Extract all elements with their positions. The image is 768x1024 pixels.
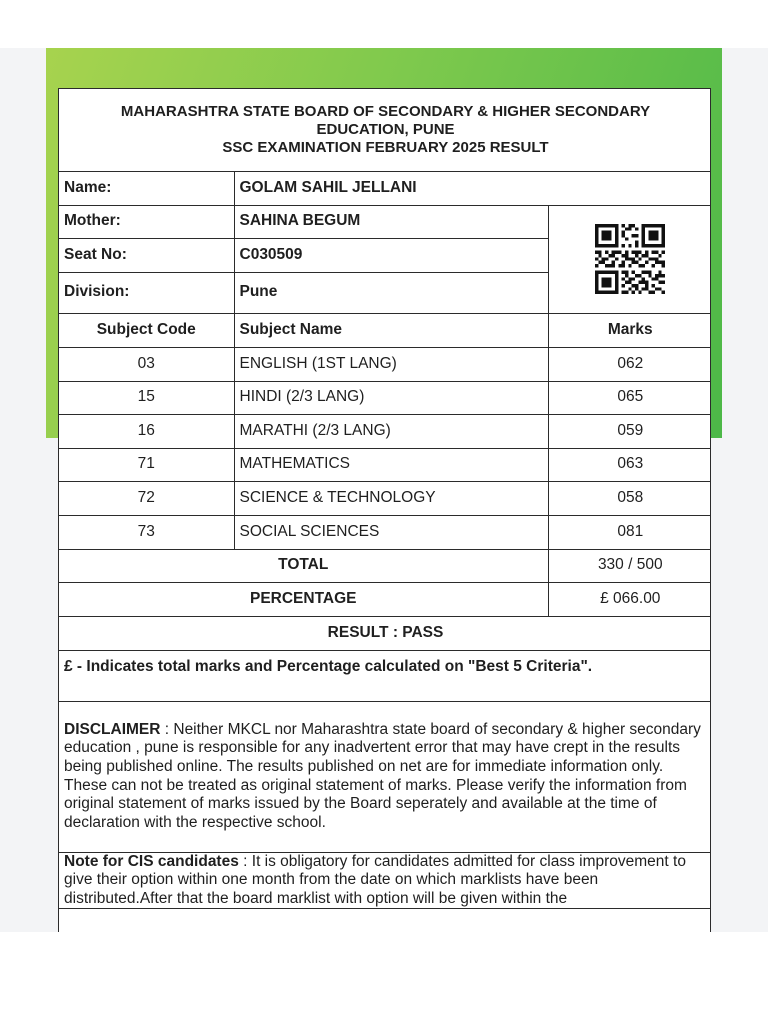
disclaimer — [59, 701, 711, 852]
subject-marks: 058 — [548, 481, 711, 515]
student-name: GOLAM SAHIL JELLANI — [234, 171, 711, 205]
total-label: TOTAL — [59, 549, 548, 582]
top-margin — [0, 0, 768, 48]
total-value: 330 / 500 — [548, 549, 711, 582]
cis-note-title: Note for CIS candidates — [64, 852, 239, 870]
percentage-label: PERCENTAGE — [59, 582, 548, 616]
table-row — [59, 481, 711, 515]
subject-name: MARATHI (2/3 LANG) — [234, 414, 548, 448]
subject-code: 71 — [59, 448, 234, 481]
table-row — [59, 381, 711, 414]
subject-marks: 059 — [548, 414, 711, 448]
result-sheet — [58, 88, 711, 932]
result-row — [59, 616, 711, 650]
result-table — [59, 89, 711, 909]
cis-note-row — [59, 852, 711, 909]
division-value: Pune — [234, 272, 548, 313]
mother-name: SAHINA BEGUM — [234, 205, 548, 238]
bottom-margin — [0, 932, 768, 1024]
division-label: Division: — [59, 272, 234, 313]
table-row — [59, 414, 711, 448]
column-header-row — [59, 313, 711, 347]
disclaimer-row — [59, 701, 711, 852]
mother-label: Mother: — [59, 205, 234, 238]
subject-marks: 081 — [548, 515, 711, 549]
seat-number: C030509 — [234, 238, 548, 272]
mother-row — [59, 205, 711, 238]
table-row — [59, 448, 711, 481]
footnote: £ - Indicates total marks and Percentage calculated on "Best 5 Criteria". — [59, 650, 711, 701]
subject-code: 73 — [59, 515, 234, 549]
seat-label: Seat No: — [59, 238, 234, 272]
subject-name: HINDI (2/3 LANG) — [234, 381, 548, 414]
subject-name: SCIENCE & TECHNOLOGY — [234, 481, 548, 515]
subject-code: 15 — [59, 381, 234, 414]
subject-code: 72 — [59, 481, 234, 515]
exam-title: SSC EXAMINATION FEBRUARY 2025 RESULT — [222, 138, 549, 156]
cis-note-text: : It is obligatory for candidates admitted for class improvement to give their option within one month from the date on which marklists have been distributed.After that the board marklist with option will be given within the — [64, 852, 686, 907]
col-subject-code: Subject Code — [59, 313, 234, 347]
board-title-line2: EDUCATION, PUNE — [316, 120, 455, 138]
disclaimer-text: : Neither MKCL nor Maharashtra state board of secondary & higher secondary education , pune is responsible for any inadvertent error that may have crept in the results being published online. The results published on net are for immediate information only. These can not be treated as original statement of marks. Please verify the information from original statement of marks issued by the Board seperately and available at the time of declaration with the respective school. — [64, 720, 701, 831]
result-status: RESULT : PASS — [59, 616, 711, 650]
subject-marks: 063 — [548, 448, 711, 481]
board-title — [59, 89, 711, 171]
disclaimer-title: DISCLAIMER — [64, 720, 161, 738]
percentage-row — [59, 582, 711, 616]
qr-cell — [548, 205, 711, 313]
subject-name: ENGLISH (1ST LANG) — [234, 347, 548, 381]
footnote-row — [59, 650, 711, 701]
name-row — [59, 171, 711, 205]
col-marks: Marks — [548, 313, 711, 347]
subject-name: SOCIAL SCIENCES — [234, 515, 548, 549]
subject-marks: 065 — [548, 381, 711, 414]
table-row — [59, 347, 711, 381]
subject-code: 16 — [59, 414, 234, 448]
total-row — [59, 549, 711, 582]
header-row — [59, 89, 711, 171]
percentage-value: £ 066.00 — [548, 582, 711, 616]
subject-marks: 062 — [548, 347, 711, 381]
table-row — [59, 515, 711, 549]
board-title-line1: MAHARASHTRA STATE BOARD OF SECONDARY & HIGHER SECONDARY — [120, 102, 651, 120]
name-label: Name: — [59, 171, 234, 205]
subject-code: 03 — [59, 347, 234, 381]
qr-code-icon — [593, 224, 667, 294]
cis-note — [59, 852, 711, 909]
col-subject-name: Subject Name — [234, 313, 548, 347]
subject-name: MATHEMATICS — [234, 448, 548, 481]
